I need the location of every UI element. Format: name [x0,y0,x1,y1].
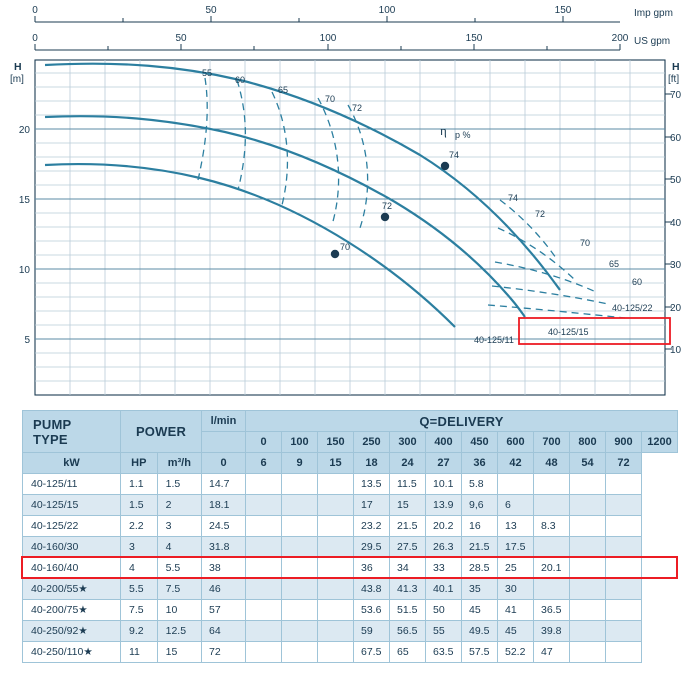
cell-head-6: 10.1 [426,474,462,495]
cell-head-10 [570,474,606,495]
table-head [23,411,678,474]
cell-hp: 4 [157,537,201,558]
cell-kw: 4 [121,558,158,579]
duty-point-label-70: 70 [340,242,351,252]
y-right-30: 30 [670,260,682,271]
cell-head-1 [246,516,282,537]
cell-head-5: 56.5 [390,621,426,642]
th-lmin-0: 0 [246,432,282,453]
cell-head-7: 28.5 [462,558,498,579]
cell-head-0: 64 [202,621,246,642]
h-left-label: H [14,61,22,73]
th-lmin-7: 600 [498,432,534,453]
cell-kw: 1.5 [121,495,158,516]
cell-head-9 [534,537,570,558]
cell-head-1 [246,600,282,621]
cell-head-7: 57.5 [462,642,498,663]
cell-head-10 [570,642,606,663]
cell-pump-type: 40-125/11 [23,474,121,495]
cell-kw: 7.5 [121,600,158,621]
cell-head-4: 36 [354,558,390,579]
cell-hp: 2 [157,495,201,516]
th-lmin-6: 450 [462,432,498,453]
table-row[interactable] [23,495,678,516]
cell-head-7: 9,6 [462,495,498,516]
th-m3h-4: 18 [354,453,390,474]
cell-pump-type: 40-200/55★ [23,579,121,600]
cell-head-4: 59 [354,621,390,642]
cell-head-6: 55 [426,621,462,642]
duty-point-label-74: 74 [449,150,460,160]
cell-head-9: 36.5 [534,600,570,621]
us-gpm-axis-label: US gpm [634,36,671,47]
th-pump-type: PUMP TYPE [23,411,121,453]
cell-head-8: 45 [498,621,534,642]
h-left-unit: [m] [10,74,24,85]
duty-point-72 [381,213,389,221]
cell-head-10 [570,621,606,642]
th-m3h-10: 54 [570,453,606,474]
cell-head-1 [246,642,282,663]
cell-hp: 15 [157,642,201,663]
cell-head-4: 23.2 [354,516,390,537]
cell-head-3 [318,600,354,621]
cell-head-6: 26.3 [426,537,462,558]
th-lmin-blank [202,432,246,453]
th-lmin-1: 100 [282,432,318,453]
pump-data-table-wrap [22,410,678,663]
cell-head-0: 38 [202,558,246,579]
contour-label-65r: 70 [579,238,591,248]
cell-head-8: 41 [498,600,534,621]
contour-label-72r: 74 [507,193,519,203]
table-row[interactable] [23,579,678,600]
cell-kw: 2.2 [121,516,158,537]
pump-data-table [22,410,678,663]
th-m3h-9: 48 [534,453,570,474]
us-tick-200: 200 [611,33,629,44]
us-tick-50: 50 [175,33,187,44]
contour-label-72l: 72 [351,103,363,113]
th-lmin-2: 150 [318,432,354,453]
cell-hp: 3 [157,516,201,537]
y-left-5: 5 [24,335,30,346]
y-right-10: 10 [670,345,682,356]
cell-head-2 [282,642,318,663]
cell-head-2 [282,621,318,642]
table-row[interactable] [23,642,678,663]
imp-tick-150: 150 [554,5,572,16]
y-right-70: 70 [670,90,682,101]
cell-head-9: 20.1 [534,558,570,579]
cell-pump-type: 40-250/92★ [23,621,121,642]
callout-40-125-15: 40-125/15 [548,327,589,337]
cell-head-8: 52.2 [498,642,534,663]
cell-head-11 [606,495,642,516]
cell-head-3 [318,642,354,663]
table-row[interactable] [23,600,678,621]
cell-head-1 [246,558,282,579]
cell-head-5: 15 [390,495,426,516]
cell-head-2 [282,495,318,516]
cell-head-10 [570,579,606,600]
callout-40-125-22: 40-125/22 [612,303,653,313]
cell-head-8 [498,474,534,495]
imp-tick-0: 0 [32,5,38,16]
cell-hp: 12.5 [157,621,201,642]
cell-kw: 11 [121,642,158,663]
cell-head-5: 11.5 [390,474,426,495]
duty-point-74 [441,162,449,170]
contour-label-60r: 65 [608,259,620,269]
cell-head-11 [606,537,642,558]
contour-label-70r: 72 [534,209,546,219]
cell-head-3 [318,516,354,537]
cell-head-6: 13.9 [426,495,462,516]
th-lmin-5: 400 [426,432,462,453]
contour-label-65l: 65 [277,85,289,95]
cell-hp: 1.5 [157,474,201,495]
us-tick-150: 150 [465,33,483,44]
cell-head-0: 57 [202,600,246,621]
cell-head-11 [606,474,642,495]
cell-pump-type: 40-125/15 [23,495,121,516]
cell-head-3 [318,537,354,558]
cell-pump-type: 40-200/75★ [23,600,121,621]
cell-head-0: 18.1 [202,495,246,516]
y-left-10: 10 [18,265,30,276]
cell-hp: 5.5 [157,558,201,579]
cell-head-3 [318,558,354,579]
header-row-titles [23,411,678,432]
th-m3h-0: 0 [202,453,246,474]
cell-head-5: 51.5 [390,600,426,621]
y-right-40: 40 [670,218,682,229]
th-lmin-9: 800 [570,432,606,453]
cell-head-5: 21.5 [390,516,426,537]
cell-pump-type: 40-160/40 [23,558,121,579]
th-m3h-6: 27 [426,453,462,474]
header-row-m3h [23,453,678,474]
table-row[interactable] [23,621,678,642]
cell-kw: 5.5 [121,579,158,600]
th-m3h-1: 6 [246,453,282,474]
cell-head-7: 16 [462,516,498,537]
contour-label-60l: 60 [234,75,246,85]
th-m3h-8: 42 [498,453,534,474]
cell-hp: 10 [157,600,201,621]
imp-gpm-ticks [35,16,563,22]
th-power: POWER [121,411,202,453]
cell-head-8: 25 [498,558,534,579]
cell-head-0: 46 [202,579,246,600]
cell-head-9: 39.8 [534,621,570,642]
cell-pump-type: 40-250/110★ [23,642,121,663]
cell-head-3 [318,579,354,600]
cell-head-9 [534,495,570,516]
th-lmin-10: 900 [606,432,642,453]
cell-head-4: 43.8 [354,579,390,600]
cell-head-0: 31.8 [202,537,246,558]
contour-label-70l: 70 [324,94,336,104]
cell-head-5: 27.5 [390,537,426,558]
cell-head-7: 49.5 [462,621,498,642]
cell-head-6: 50 [426,600,462,621]
cell-head-2 [282,579,318,600]
efficiency-legend-label: p % [455,130,471,140]
cell-head-7: 45 [462,600,498,621]
y-left-20: 20 [18,125,30,136]
cell-head-8: 6 [498,495,534,516]
table-row[interactable] [23,516,678,537]
cell-head-10 [570,558,606,579]
imp-tick-100: 100 [378,5,396,16]
contour-label-55l: 55 [201,68,213,78]
cell-head-0: 24.5 [202,516,246,537]
y-right-60: 60 [670,133,682,144]
cell-pump-type: 40-125/22 [23,516,121,537]
cell-head-3 [318,621,354,642]
imp-gpm-axis-label: Imp gpm [634,8,673,19]
duty-point-70 [331,250,339,258]
table-row[interactable] [23,474,678,495]
th-kw: kW [23,453,121,474]
h-right-label: H [672,61,680,73]
th-hp: HP [121,453,158,474]
cell-head-0: 14.7 [202,474,246,495]
cell-head-9 [534,579,570,600]
cell-head-4: 13.5 [354,474,390,495]
cell-head-5: 41.3 [390,579,426,600]
cell-head-10 [570,516,606,537]
cell-kw: 3 [121,537,158,558]
cell-head-11 [606,516,642,537]
th-m3h-11: 72 [606,453,642,474]
contour-label-55r: 60 [631,277,643,287]
cell-head-2 [282,600,318,621]
cell-head-9: 47 [534,642,570,663]
cell-head-11 [606,642,642,663]
cell-kw: 1.1 [121,474,158,495]
table-row[interactable] [23,537,678,558]
cell-kw: 9.2 [121,621,158,642]
cell-head-9: 8.3 [534,516,570,537]
cell-head-1 [246,621,282,642]
callout-40-125-11: 40-125/11 [474,335,514,345]
cell-head-2 [282,537,318,558]
th-m3h-3: 15 [318,453,354,474]
cell-head-9 [534,474,570,495]
cell-head-4: 17 [354,495,390,516]
cell-head-0: 72 [202,642,246,663]
y-right-20: 20 [670,303,682,314]
cell-head-8: 13 [498,516,534,537]
th-lmin-11: 1200 [642,432,678,453]
cell-head-5: 65 [390,642,426,663]
cell-head-2 [282,516,318,537]
cell-head-3 [318,495,354,516]
cell-hp: 7.5 [157,579,201,600]
table-body [23,474,678,663]
cell-head-11 [606,558,642,579]
cell-head-2 [282,474,318,495]
th-lmin-3: 250 [354,432,390,453]
th-lmin-4: 300 [390,432,426,453]
y-right-50: 50 [670,175,682,186]
us-tick-0: 0 [32,33,38,44]
cell-head-8: 17.5 [498,537,534,558]
cell-head-6: 63.5 [426,642,462,663]
th-m3h-7: 36 [462,453,498,474]
th-lmin-8: 700 [534,432,570,453]
th-m3h: m³/h [157,453,201,474]
cell-head-10 [570,600,606,621]
efficiency-symbol: η [440,123,447,138]
cell-head-7: 35 [462,579,498,600]
h-right-unit: [ft] [668,74,680,85]
cell-head-11 [606,621,642,642]
us-gpm-ticks [35,44,620,50]
y-left-15: 15 [18,195,30,206]
cell-head-10 [570,495,606,516]
imp-tick-50: 50 [205,5,217,16]
cell-head-6: 40.1 [426,579,462,600]
cell-pump-type: 40-160/30 [23,537,121,558]
cell-head-6: 20.2 [426,516,462,537]
cell-head-5: 34 [390,558,426,579]
cell-head-1 [246,579,282,600]
us-tick-100: 100 [319,33,337,44]
cell-head-11 [606,600,642,621]
th-lmin: l/min [202,411,246,432]
duty-point-label-72: 72 [382,201,393,211]
th-m3h-2: 9 [282,453,318,474]
cell-head-11 [606,579,642,600]
cell-head-4: 29.5 [354,537,390,558]
cell-head-6: 33 [426,558,462,579]
table-row[interactable] [23,558,678,579]
cell-head-7: 5.8 [462,474,498,495]
cell-head-1 [246,474,282,495]
th-delivery: Q=DELIVERY [246,411,678,432]
cell-head-4: 67.5 [354,642,390,663]
cell-head-2 [282,558,318,579]
th-m3h-5: 24 [390,453,426,474]
cell-head-1 [246,537,282,558]
cell-head-10 [570,537,606,558]
cell-head-7: 21.5 [462,537,498,558]
cell-head-8: 30 [498,579,534,600]
cell-head-4: 53.6 [354,600,390,621]
cell-head-3 [318,474,354,495]
cell-head-1 [246,495,282,516]
